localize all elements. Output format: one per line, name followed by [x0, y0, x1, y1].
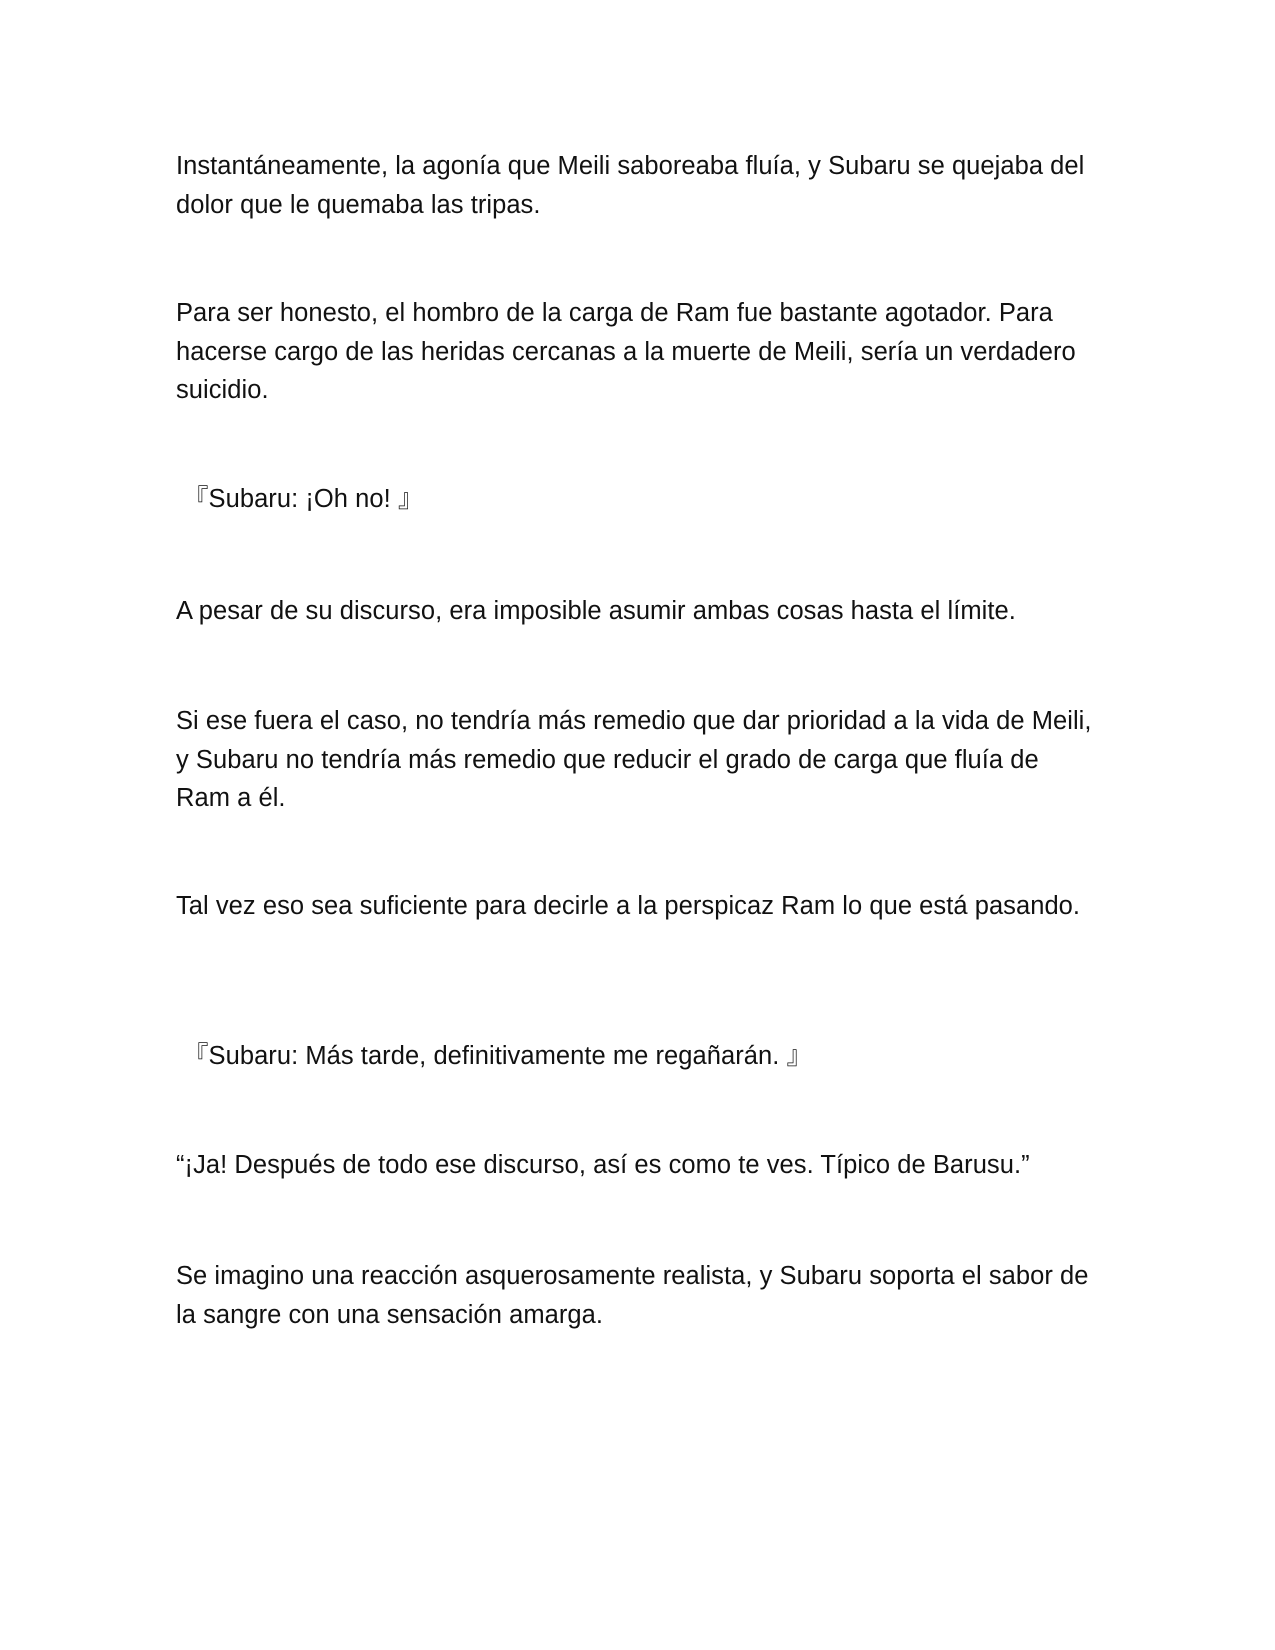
paragraph-5: Tal vez eso sea suficiente para decirle a la perspicaz Ram lo que está pasando. — [176, 892, 1081, 920]
paragraph-6: Se imagino una reacción asquerosamente realista, y Subaru soporta el sabor de la sangre con una sensación amarga. — [176, 1262, 1089, 1329]
paragraph-2: Para ser honesto, el hombro de la carga de Ram fue bastante agotador. Para hacerse cargo de las heridas cercanas a la muerte de Meili, sería un verdadero suicidio. — [176, 299, 1076, 404]
quote-line: “¡Ja! Después de todo ese discurso, así es como te ves. Típico de Barusu.” — [176, 1151, 1030, 1179]
paragraph-1: Instantáneamente, la agonía que Meili saboreaba fluía, y Subaru se quejaba del dolor que le quemaba las tripas. — [176, 152, 1085, 219]
paragraph-4: Si ese fuera el caso, no tendría más remedio que dar prioridad a la vida de Meili, y Subaru no tendría más remedio que reducir el grado de carga que fluía de Ram a él. — [176, 707, 1092, 812]
dialogue-line-1: 『Subaru: ¡Oh no! 』 — [183, 485, 424, 513]
paragraph-3: A pesar de su discurso, era imposible asumir ambas cosas hasta el límite. — [176, 597, 1016, 625]
dialogue-line-2: 『Subaru: Más tarde, definitivamente me regañarán. 』 — [183, 1042, 813, 1070]
